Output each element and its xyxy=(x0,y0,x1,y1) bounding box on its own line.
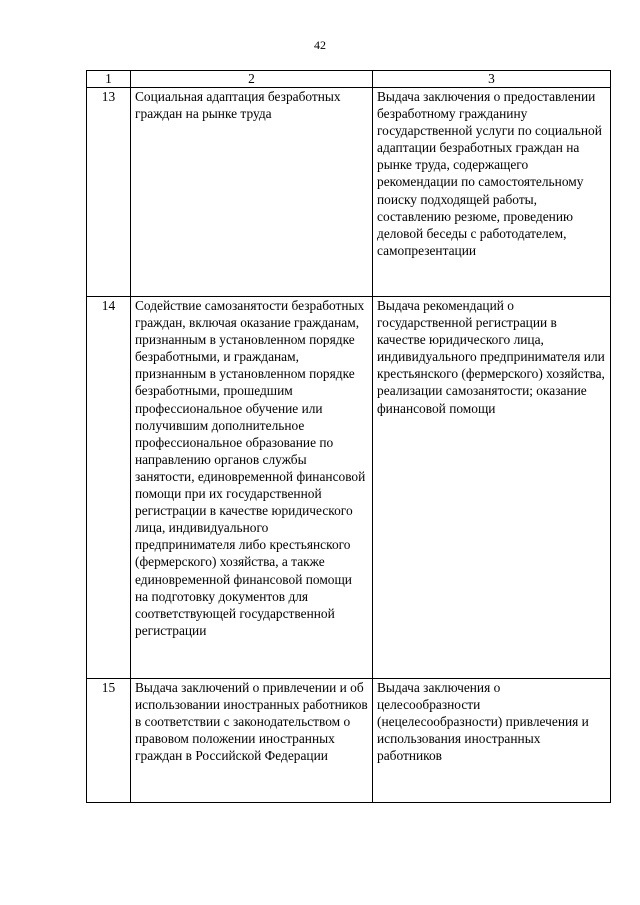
table-row xyxy=(87,297,611,679)
service-result-cell xyxy=(373,679,611,803)
services-table xyxy=(86,70,611,803)
table-row xyxy=(87,88,611,297)
service-result: Выдача рекомендаций о государственной регистрации в качестве юридического лица, индивидуального предпринимателя или крестьянского (фермерского) хозяйства, реализации самозанятости; оказание финансовой помощи xyxy=(377,298,605,416)
service-name-cell xyxy=(131,679,373,803)
service-result-cell xyxy=(373,88,611,297)
row-number: 14 xyxy=(87,297,131,679)
row-number: 13 xyxy=(87,88,131,297)
service-name-cell xyxy=(131,297,373,679)
header-cell-col3: 3 xyxy=(373,71,611,88)
service-name: Социальная адаптация безработных граждан на рынке труда xyxy=(135,89,341,122)
table-row xyxy=(87,679,611,803)
header-cell-col2: 2 xyxy=(131,71,373,88)
service-name: Содействие самозанятости безработных граждан, включая оказание гражданам, признанным в установленном порядке безработными, и гражданам, признанным в установленном порядке безработными, прошедшим профессиональное обучение или получившим дополнительное профессиональное образование по направлению органов службы занятости, единовременной финансовой помощи при их государственной регистрации в качестве юридического лица, индивидуального предпринимателя либо крестьянского (фермерского) хозяйства, а также единовременной финансовой помощи на подготовку документов для соответствующей государственной регистрации xyxy=(135,298,366,638)
row-number: 15 xyxy=(87,679,131,803)
page-number: 42 xyxy=(314,38,326,52)
service-result: Выдача заключения о целесообразности (нецелесообразности) привлечения и использования иностранных работников xyxy=(377,680,589,764)
service-name-cell xyxy=(131,88,373,297)
header-cell-col1: 1 xyxy=(87,71,131,88)
service-name: Выдача заключений о привлечении и об использовании иностранных работников в соответствии с законодательством о правовом положении иностранных граждан в Российской Федерации xyxy=(135,680,368,764)
service-result: Выдача заключения о предоставлении безработному гражданину государственной услуги по социальной адаптации безработных граждан на рынке труда, содержащего рекомендации по самостоятельному поиску подходящей работы, составлению резюме, проведению деловой беседы с работодателем, самопрезентации xyxy=(377,89,602,258)
service-result-cell xyxy=(373,297,611,679)
table-header-row xyxy=(87,71,611,88)
